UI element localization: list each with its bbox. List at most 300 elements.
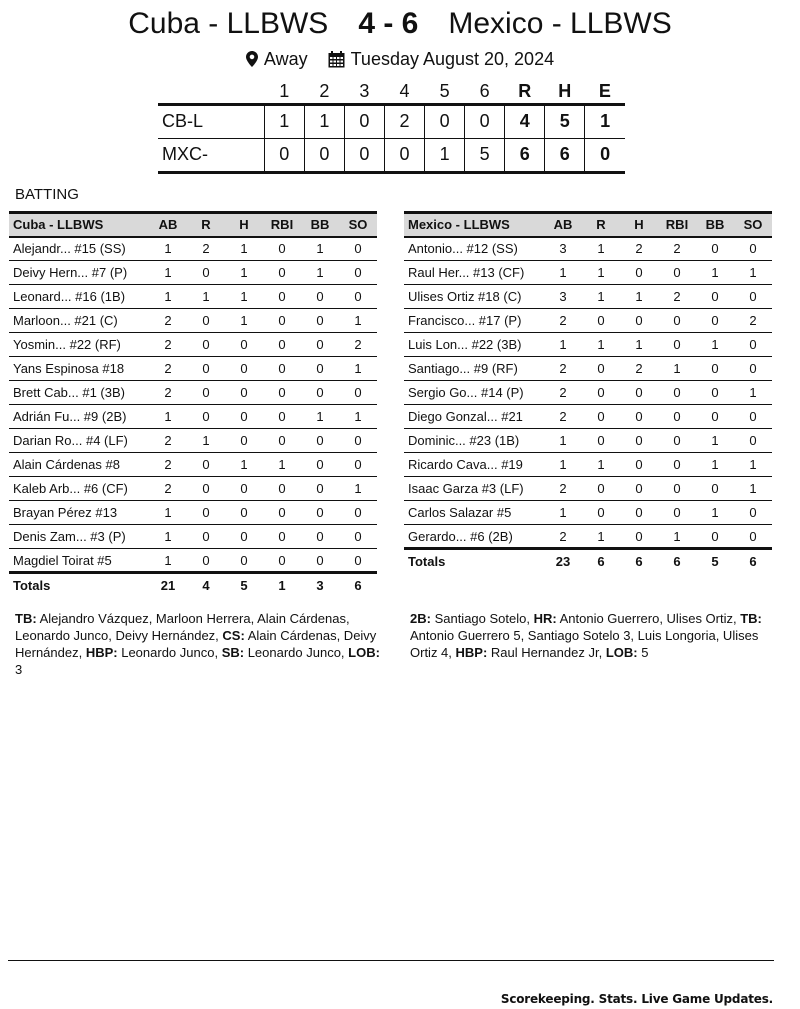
player-stat: 1: [582, 453, 620, 477]
player-stat: 1: [149, 525, 187, 549]
player-stat: 0: [696, 285, 734, 309]
player-stat: 0: [339, 429, 377, 453]
player-stat: 0: [225, 477, 263, 501]
player-row: [9, 405, 377, 429]
player-name: Marloon... #21 (C): [9, 309, 149, 333]
player-stat: 1: [225, 237, 263, 261]
total-stat: 3: [316, 577, 324, 593]
player-stat: 2: [149, 477, 187, 501]
player-stat: 0: [696, 477, 734, 501]
player-stat: 1: [149, 237, 187, 261]
player-name: Raul Her... #13 (CF): [404, 261, 544, 285]
player-stat: 0: [263, 501, 301, 525]
player-row: [404, 381, 772, 405]
team-abbr: CB-L: [158, 104, 264, 138]
player-name: Adrián Fu... #9 (2B): [9, 405, 149, 429]
player-stat: 0: [582, 477, 620, 501]
totals-row: [404, 549, 772, 573]
player-stat: 0: [301, 309, 339, 333]
player-stat: 1: [544, 453, 582, 477]
player-stat: 0: [734, 333, 772, 357]
note-label: LOB:: [348, 645, 380, 660]
batting-rows: [404, 237, 772, 549]
player-stat: 1: [301, 261, 339, 285]
player-stat: 0: [696, 381, 734, 405]
note-text: Alejandro Vázquez, Marloon Herrera, Alain Cárdenas, Leonardo Junco, Deivy Hernández,: [15, 611, 350, 643]
totals-label: Totals: [408, 553, 446, 569]
player-stat: 1: [544, 333, 582, 357]
player-stat: 0: [734, 285, 772, 309]
player-stat: 0: [225, 333, 263, 357]
player-stat: 1: [301, 237, 339, 261]
inning-runs: 5: [465, 138, 505, 172]
player-stat: 1: [582, 525, 620, 549]
player-stat: 1: [339, 309, 377, 333]
player-stat: 0: [263, 525, 301, 549]
away-batting-notes: [15, 610, 385, 678]
note-text: Leonardo Junco,: [244, 645, 349, 660]
player-stat: 2: [544, 405, 582, 429]
player-stat: 1: [301, 405, 339, 429]
player-stat: 0: [582, 381, 620, 405]
player-stat: 0: [620, 261, 658, 285]
player-stat: 0: [658, 333, 696, 357]
note-text: Leonardo Junco,: [117, 645, 222, 660]
player-stat: 0: [263, 357, 301, 381]
player-stat: 2: [187, 237, 225, 261]
player-stat: 1: [658, 525, 696, 549]
batting-header-row: [9, 213, 377, 237]
player-stat: 2: [339, 333, 377, 357]
player-stat: 0: [263, 237, 301, 261]
player-row: [9, 549, 377, 573]
player-stat: 0: [301, 525, 339, 549]
player-stat: 0: [620, 453, 658, 477]
stat-header: H: [225, 213, 263, 237]
game-title: [0, 4, 800, 44]
player-stat: 0: [225, 501, 263, 525]
player-stat: 2: [149, 309, 187, 333]
note-text: 5: [637, 645, 649, 660]
player-stat: 0: [658, 381, 696, 405]
total-errors: 1: [585, 104, 625, 138]
player-stat: 0: [263, 477, 301, 501]
total-stat: 1: [278, 577, 286, 593]
inning-runs: 2: [384, 104, 424, 138]
team-column-header: Cuba - LLBWS: [9, 213, 149, 237]
location-text: Away: [263, 48, 308, 69]
player-name: Denis Zam... #3 (P): [9, 525, 149, 549]
team-column-header: Mexico - LLBWS: [404, 213, 544, 237]
player-row: [404, 453, 772, 477]
player-row: [404, 261, 772, 285]
date: [328, 49, 554, 70]
player-name: Antonio... #12 (SS): [404, 237, 544, 261]
player-row: [9, 501, 377, 525]
player-stat: 3: [544, 285, 582, 309]
note-label: TB:: [740, 611, 762, 626]
player-stat: 1: [544, 501, 582, 525]
player-stat: 0: [301, 357, 339, 381]
inning-header: 4: [399, 80, 410, 101]
game-meta: [0, 46, 800, 72]
player-name: Isaac Garza #3 (LF): [404, 477, 544, 501]
player-stat: 0: [301, 549, 339, 573]
player-stat: 0: [734, 429, 772, 453]
inning-header: 1: [279, 80, 290, 101]
total-stat: 6: [673, 553, 681, 569]
stat-header: H: [620, 213, 658, 237]
calendar-icon: [328, 51, 345, 68]
player-stat: 0: [620, 525, 658, 549]
player-stat: 2: [620, 357, 658, 381]
player-stat: 0: [339, 285, 377, 309]
inning-runs: 1: [425, 138, 465, 172]
player-stat: 1: [149, 261, 187, 285]
player-name: Dominic... #23 (1B): [404, 429, 544, 453]
player-row: [404, 477, 772, 501]
player-stat: 1: [187, 285, 225, 309]
inning-header: 5: [439, 80, 450, 101]
player-stat: 0: [696, 237, 734, 261]
player-stat: 1: [149, 501, 187, 525]
player-stat: 0: [225, 381, 263, 405]
player-stat: 0: [620, 477, 658, 501]
player-stat: 1: [582, 261, 620, 285]
player-stat: 0: [582, 501, 620, 525]
team-abbr: MXC-: [158, 138, 264, 172]
player-stat: 2: [149, 381, 187, 405]
player-stat: 2: [734, 309, 772, 333]
note-label: HR:: [533, 611, 557, 626]
player-stat: 0: [696, 525, 734, 549]
player-row: [404, 285, 772, 309]
location: [246, 49, 308, 70]
player-name: Santiago... #9 (RF): [404, 357, 544, 381]
player-stat: 0: [187, 381, 225, 405]
player-stat: 1: [696, 501, 734, 525]
note-label: HBP:: [455, 645, 488, 660]
player-stat: 0: [582, 309, 620, 333]
player-stat: 1: [187, 429, 225, 453]
player-stat: 1: [582, 333, 620, 357]
line-score-row-home: [158, 138, 625, 172]
total-stat: 5: [240, 577, 248, 593]
player-stat: 0: [187, 525, 225, 549]
player-stat: 0: [187, 453, 225, 477]
player-stat: 0: [263, 381, 301, 405]
stat-header: RBI: [263, 213, 301, 237]
player-row: [404, 309, 772, 333]
player-stat: 1: [696, 429, 734, 453]
player-stat: 0: [263, 549, 301, 573]
player-name: Alain Cárdenas #8: [9, 453, 149, 477]
player-stat: 2: [149, 357, 187, 381]
player-stat: 1: [620, 333, 658, 357]
player-stat: 1: [620, 285, 658, 309]
player-stat: 2: [149, 453, 187, 477]
player-stat: 1: [696, 261, 734, 285]
player-stat: 0: [339, 501, 377, 525]
player-name: Luis Lon... #22 (3B): [404, 333, 544, 357]
player-name: Gerardo... #6 (2B): [404, 525, 544, 549]
player-stat: 0: [734, 405, 772, 429]
player-stat: 0: [339, 237, 377, 261]
player-name: Brett Cab... #1 (3B): [9, 381, 149, 405]
player-stat: 0: [263, 309, 301, 333]
player-row: [9, 477, 377, 501]
inning-runs: 0: [425, 104, 465, 138]
inning-runs: 0: [465, 104, 505, 138]
player-stat: 1: [734, 453, 772, 477]
player-stat: 3: [544, 237, 582, 261]
player-stat: 0: [263, 429, 301, 453]
player-stat: 0: [225, 525, 263, 549]
total-stat: 5: [711, 553, 719, 569]
player-stat: 0: [187, 309, 225, 333]
inning-header: 6: [479, 80, 490, 101]
player-stat: 0: [734, 525, 772, 549]
inning-runs: 0: [264, 138, 304, 172]
total-stat: 6: [635, 553, 643, 569]
player-name: Sergio Go... #14 (P): [404, 381, 544, 405]
stat-header: RBI: [658, 213, 696, 237]
note-label: HBP:: [85, 645, 118, 660]
total-stat: 23: [555, 553, 571, 569]
batting-rows: [9, 237, 377, 573]
player-stat: 0: [696, 405, 734, 429]
player-row: [9, 357, 377, 381]
player-stat: 0: [734, 357, 772, 381]
player-stat: 0: [658, 501, 696, 525]
player-name: Ulises Ortiz #18 (C): [404, 285, 544, 309]
player-stat: 2: [149, 333, 187, 357]
player-row: [404, 429, 772, 453]
player-stat: 1: [225, 309, 263, 333]
player-stat: 1: [339, 405, 377, 429]
player-stat: 1: [544, 261, 582, 285]
player-name: Deivy Hern... #7 (P): [9, 261, 149, 285]
player-row: [9, 333, 377, 357]
player-stat: 0: [225, 549, 263, 573]
player-stat: 2: [544, 381, 582, 405]
player-stat: 0: [734, 501, 772, 525]
player-stat: 0: [620, 405, 658, 429]
player-stat: 2: [544, 525, 582, 549]
player-stat: 0: [187, 549, 225, 573]
player-name: Francisco... #17 (P): [404, 309, 544, 333]
player-stat: 1: [734, 477, 772, 501]
player-stat: 2: [149, 429, 187, 453]
player-stat: 0: [582, 429, 620, 453]
away-team-name: Cuba - LLBWS: [128, 7, 329, 40]
total-stat: 4: [202, 577, 210, 593]
player-stat: 0: [187, 261, 225, 285]
home-batting-notes: [410, 610, 775, 661]
batting-header-row: [404, 213, 772, 237]
player-stat: 0: [187, 333, 225, 357]
footer-divider: [8, 960, 774, 961]
player-row: [404, 357, 772, 381]
player-stat: 0: [301, 477, 339, 501]
total-stat: 6: [597, 553, 605, 569]
player-stat: 1: [696, 333, 734, 357]
player-name: Kaleb Arb... #6 (CF): [9, 477, 149, 501]
date-text: Tuesday August 20, 2024: [350, 48, 555, 69]
player-stat: 0: [582, 357, 620, 381]
total-runs: 6: [505, 138, 545, 172]
player-stat: 0: [187, 477, 225, 501]
player-stat: 0: [339, 453, 377, 477]
player-stat: 0: [187, 357, 225, 381]
inning-runs: 0: [384, 138, 424, 172]
player-name: Alejandr... #15 (SS): [9, 237, 149, 261]
player-row: [9, 261, 377, 285]
player-stat: 0: [582, 405, 620, 429]
total-stat: 21: [160, 577, 176, 593]
player-stat: 0: [225, 429, 263, 453]
player-stat: 1: [225, 453, 263, 477]
note-label: SB:: [221, 645, 245, 660]
player-stat: 0: [620, 501, 658, 525]
note-text: Santiago Sotelo,: [430, 611, 534, 626]
player-name: Magdiel Toirat #5: [9, 549, 149, 573]
total-stat: 6: [354, 577, 362, 593]
player-row: [9, 309, 377, 333]
player-stat: 0: [658, 309, 696, 333]
total-hits: 5: [545, 104, 585, 138]
player-stat: 0: [658, 477, 696, 501]
inning-runs: 0: [344, 104, 384, 138]
stat-header: BB: [696, 213, 734, 237]
player-stat: 0: [301, 333, 339, 357]
batting-section-label: BATTING: [15, 186, 79, 203]
player-stat: 0: [187, 501, 225, 525]
totals-row: [9, 573, 377, 597]
player-stat: 0: [301, 429, 339, 453]
total-hits: 6: [545, 138, 585, 172]
player-stat: 1: [696, 453, 734, 477]
away-batting-table: [9, 211, 377, 597]
player-row: [9, 381, 377, 405]
stat-header: R: [187, 213, 225, 237]
player-stat: 2: [620, 237, 658, 261]
player-row: [9, 453, 377, 477]
player-stat: 0: [301, 285, 339, 309]
player-stat: 0: [263, 333, 301, 357]
home-batting-table: [404, 211, 772, 573]
player-name: Diego Gonzal... #21: [404, 405, 544, 429]
player-stat: 0: [301, 501, 339, 525]
player-stat: 0: [339, 525, 377, 549]
player-stat: 1: [149, 285, 187, 309]
player-stat: 1: [149, 549, 187, 573]
player-name: Darian Ro... #4 (LF): [9, 429, 149, 453]
player-stat: 0: [658, 261, 696, 285]
total-runs: 4: [505, 104, 545, 138]
stat-header: R: [582, 213, 620, 237]
player-stat: 2: [658, 237, 696, 261]
inning-header: 3: [359, 80, 370, 101]
player-row: [404, 501, 772, 525]
player-stat: 1: [544, 429, 582, 453]
player-row: [9, 525, 377, 549]
player-row: [404, 237, 772, 261]
player-stat: 0: [658, 405, 696, 429]
player-row: [404, 405, 772, 429]
note-label: TB:: [15, 611, 37, 626]
player-stat: 2: [544, 309, 582, 333]
player-stat: 0: [620, 429, 658, 453]
player-stat: 0: [263, 261, 301, 285]
note-label: CS:: [222, 628, 245, 643]
note-text: Antonio Guerrero 5, Santiago Sotelo 3, Luis Longoria, Ulises Ortiz 4,: [410, 628, 759, 660]
inning-runs: 1: [304, 104, 344, 138]
player-stat: 1: [225, 261, 263, 285]
note-label: 2B:: [410, 611, 431, 626]
player-stat: 0: [225, 405, 263, 429]
footer-tagline: Scorekeeping. Stats. Live Game Updates.: [500, 992, 773, 1006]
player-stat: 0: [620, 309, 658, 333]
player-name: Ricardo Cava... #19: [404, 453, 544, 477]
player-row: [404, 525, 772, 549]
player-stat: 0: [339, 261, 377, 285]
player-stat: 1: [734, 381, 772, 405]
player-stat: 0: [339, 549, 377, 573]
player-stat: 2: [544, 477, 582, 501]
player-stat: 0: [620, 381, 658, 405]
player-stat: 0: [263, 285, 301, 309]
player-name: Carlos Salazar #5: [404, 501, 544, 525]
player-stat: 0: [187, 405, 225, 429]
player-stat: 1: [339, 477, 377, 501]
player-stat: 1: [149, 405, 187, 429]
totals-label: Totals: [13, 577, 51, 593]
player-stat: 0: [658, 429, 696, 453]
player-name: Leonard... #16 (1B): [9, 285, 149, 309]
player-stat: 0: [301, 381, 339, 405]
player-stat: 1: [263, 453, 301, 477]
player-row: [9, 237, 377, 261]
player-row: [9, 429, 377, 453]
player-stat: 1: [225, 285, 263, 309]
player-stat: 0: [696, 357, 734, 381]
player-stat: 1: [339, 357, 377, 381]
player-stat: 1: [734, 261, 772, 285]
player-stat: 0: [696, 309, 734, 333]
player-name: Yans Espinosa #18: [9, 357, 149, 381]
player-stat: 2: [544, 357, 582, 381]
player-stat: 0: [301, 453, 339, 477]
total-stat: 6: [749, 553, 757, 569]
player-name: Yosmin... #22 (RF): [9, 333, 149, 357]
player-stat: 2: [658, 285, 696, 309]
errors-header: E: [598, 80, 611, 101]
stat-header: AB: [544, 213, 582, 237]
team-column-header: [158, 80, 264, 104]
stat-header: SO: [734, 213, 772, 237]
player-stat: 1: [658, 357, 696, 381]
inning-runs: 0: [344, 138, 384, 172]
player-stat: 0: [734, 237, 772, 261]
player-stat: 1: [582, 285, 620, 309]
inning-runs: 0: [304, 138, 344, 172]
home-team-name: Mexico - LLBWS: [448, 7, 672, 40]
map-pin-icon: [246, 51, 258, 67]
note-text: Raul Hernandez Jr,: [487, 645, 606, 660]
note-label: LOB:: [605, 645, 638, 660]
stat-header: AB: [149, 213, 187, 237]
